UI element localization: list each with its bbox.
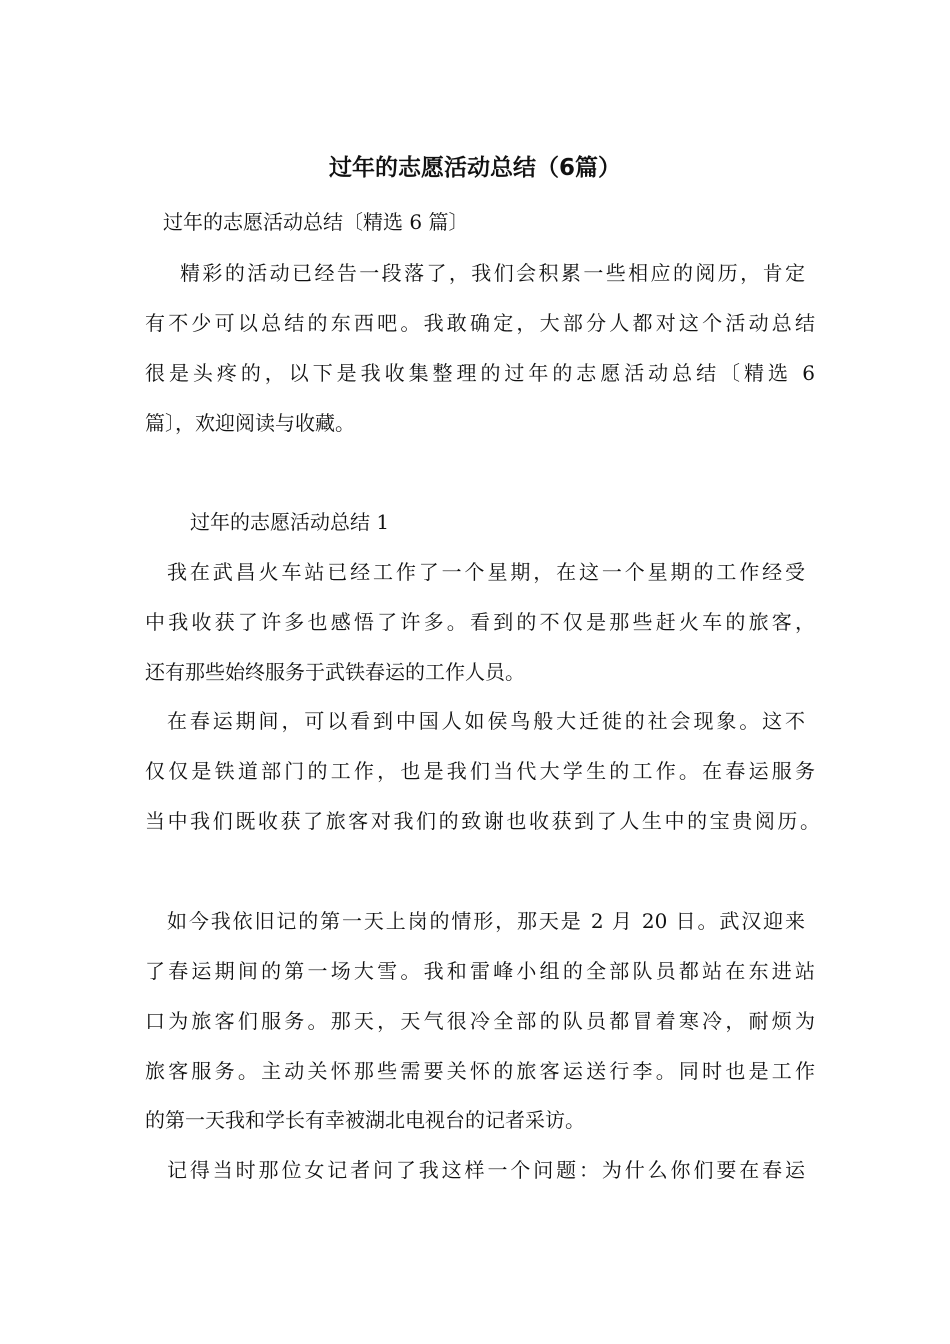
text-line: 在春运期间，可以看到中国人如侯鸟般大迁徙的社会现象。这不	[167, 709, 805, 733]
text-line: 的第一天我和学长有幸被湖北电视台的记者采访。	[145, 1108, 585, 1132]
text-line: 了春运期间的第一场大雪。我和雷峰小组的全部队员都站在东进站	[145, 959, 815, 983]
text-line: 很是头疼的，以下是我收集整理的过年的志愿活动总结〔精选 6	[145, 361, 815, 385]
text-line: 篇〕，欢迎阅读与收藏。	[145, 411, 355, 435]
text-line: 我在武昌火车站已经工作了一个星期，在这一个星期的工作经受	[167, 560, 805, 584]
document-subtitle: 过年的志愿活动总结〔精选 6 篇〕	[163, 210, 469, 234]
text-line: 精彩的活动已经告一段落了，我们会积累一些相应的阅历，肯定	[180, 261, 805, 285]
text-line: 记得当时那位女记者问了我这样一个问题：为什么你们要在春运	[167, 1158, 805, 1182]
text-line: 中我收获了许多也感悟了许多。看到的不仅是那些赶火车的旅客，	[145, 610, 815, 634]
text-line: 如今我依旧记的第一天上岗的情形，那天是 2 月 20 日。武汉迎来	[167, 909, 805, 933]
text-line: 仅仅是铁道部门的工作，也是我们当代大学生的工作。在春运服务	[145, 759, 815, 783]
text-line: 有不少可以总结的东西吧。我敢确定，大部分人都对这个活动总结	[145, 311, 815, 335]
text-line: 还有那些始终服务于武铁春运的工作人员。	[145, 660, 525, 684]
document-title: 过年的志愿活动总结（6篇）	[328, 155, 621, 181]
text-line: 旅客服务。主动关怀那些需要关怀的旅客运送行李。同时也是工作	[145, 1059, 815, 1083]
text-line: 当中我们既收获了旅客对我们的致谢也收获到了人生中的宝贵阅历。	[145, 809, 820, 833]
section-heading: 过年的志愿活动总结 1	[190, 510, 390, 534]
text-line: 口为旅客们服务。那天，天气很冷全部的队员都冒着寒冷，耐烦为	[145, 1009, 815, 1033]
